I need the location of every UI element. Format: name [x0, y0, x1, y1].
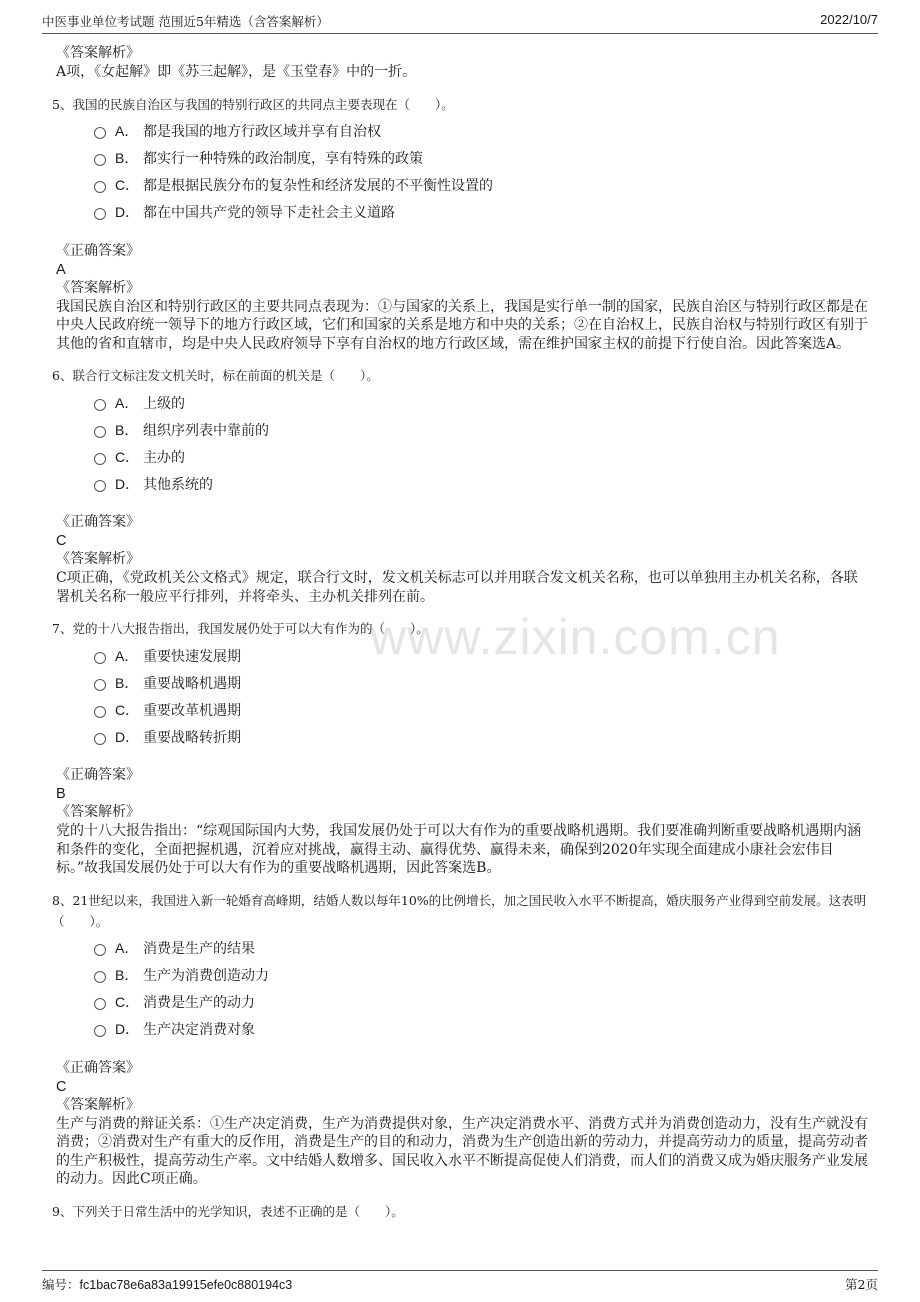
option-letter: C． — [115, 177, 140, 193]
option-8b[interactable] — [56, 962, 870, 989]
option-letter: A． — [115, 647, 139, 664]
option-text: 生产决定消费对象 — [143, 1022, 255, 1038]
analysis-text: 党的十八大报告指出：“综观国际国内大势，我国发展仍处于可以大有作为的重要战略机遇期。我们要准确判断重要战略机遇期内涵和条件的变化，全面把握机遇，沉着应对挑战，赢得主动、赢得优势、赢得未来，确保到2020年实现全面建成小康社会宏伟目标。”故我国发展仍处于可以大有作为的重要战略机遇期，因此答案选B。 — [56, 823, 862, 876]
radio-icon[interactable] — [94, 679, 106, 691]
option-6d[interactable] — [56, 470, 870, 497]
option-8d[interactable] — [56, 1016, 870, 1043]
option-text: 生产为消费创造动力 — [143, 968, 269, 984]
option-letter: C． — [115, 701, 140, 718]
option-text: 都在中国共产党的领导下走社会主义道路 — [143, 205, 395, 221]
option-7b[interactable] — [56, 669, 870, 696]
option-letter: C． — [115, 994, 140, 1010]
correct-answer: A — [56, 261, 66, 278]
option-text: 重要改革机遇期 — [143, 702, 241, 719]
option-text: 都是根据民族分布的复杂性和经济发展的不平衡性设置的 — [143, 178, 493, 194]
document-code — [42, 1275, 292, 1293]
correct-answer: B — [56, 786, 66, 802]
radio-icon[interactable] — [94, 453, 106, 465]
option-letter: B． — [115, 421, 139, 438]
options-q8 — [56, 935, 870, 1043]
option-8c[interactable] — [56, 989, 870, 1016]
radio-icon[interactable] — [94, 208, 106, 220]
option-text: 组织序列表中靠前的 — [143, 422, 269, 439]
document-content — [52, 44, 870, 1222]
radio-icon[interactable] — [94, 399, 106, 411]
option-6b[interactable] — [56, 416, 870, 443]
analysis-text: 我国民族自治区和特别行政区的主要共同点表现为：①与国家的关系上，我国是实行单一制的国家，民族自治区与特别行政区都是在中央人民政府统一领导下的地方行政区域，它们和国家的关系是地方和中央的关系；②在自治权上，民族自治权与特别行政区有别于其他的省和直辖市，均是中央人民政府领导下享有自治权的地方行政区域，需在维护国家主权的前提下行使自治。因此答案选A。 — [56, 298, 868, 352]
option-letter: B． — [115, 674, 139, 691]
option-7c[interactable] — [56, 696, 870, 723]
analysis-text: A项，《女起解》即《苏三起解》，是《玉堂春》中的一折。 — [56, 64, 417, 80]
page-header — [42, 12, 878, 34]
option-5b[interactable] — [56, 145, 870, 172]
option-7a[interactable] — [56, 642, 870, 669]
radio-icon[interactable] — [94, 480, 106, 492]
correct-answer-label: 《正确答案》 — [56, 514, 140, 530]
option-letter: A． — [115, 123, 139, 139]
question-6: 6、联合行文标注发文机关时，标在前面的机关是（ ）。 — [52, 368, 379, 383]
option-letter: C． — [115, 448, 140, 465]
option-8a[interactable] — [56, 935, 870, 962]
analysis-label: 《答案解析》 — [56, 551, 140, 567]
option-6c[interactable] — [56, 443, 870, 470]
option-text: 重要快速发展期 — [143, 648, 241, 665]
option-6a[interactable] — [56, 389, 870, 416]
header-date: 2022/10/7 — [820, 12, 878, 27]
option-letter: B． — [115, 150, 139, 166]
option-text: 其他系统的 — [143, 476, 213, 493]
correct-answer-label: 《正确答案》 — [56, 242, 140, 259]
options-q6 — [56, 389, 870, 497]
correct-answer: C — [56, 533, 67, 549]
question-8: 8、21世纪以来，我国进入新一轮婚育高峰期，结婚人数以每年10%的比例增长，加之国民收入水平不断提高，婚庆服务产业得到空前发展。这表明（ ）。 — [52, 892, 867, 929]
option-5d[interactable] — [56, 199, 870, 226]
option-text: 重要战略机遇期 — [143, 675, 241, 692]
options-q5 — [56, 118, 870, 226]
radio-icon[interactable] — [94, 426, 106, 438]
code-label: 编号： — [42, 1277, 80, 1292]
analysis-label: 《答案解析》 — [56, 804, 140, 820]
option-letter: D． — [115, 1021, 140, 1037]
code-value: fc1bac78e6a83a19915efe0c880194c3 — [79, 1278, 293, 1292]
analysis-label: 《答案解析》 — [56, 1096, 140, 1113]
radio-icon[interactable] — [94, 652, 106, 664]
question-5: 5、我国的民族自治区与我国的特别行政区的共同点主要表现在（ ）。 — [52, 96, 454, 112]
radio-icon[interactable] — [94, 971, 106, 983]
radio-icon[interactable] — [94, 1025, 106, 1037]
question-7: 7、党的十八大报告指出，我国发展仍处于可以大有作为的（ ）。 — [52, 621, 429, 636]
option-7d[interactable] — [56, 723, 870, 750]
correct-answer-label: 《正确答案》 — [56, 1059, 140, 1076]
option-text: 消费是生产的结果 — [143, 941, 255, 957]
option-text: 重要战略转折期 — [143, 729, 241, 746]
option-text: 消费是生产的动力 — [143, 995, 255, 1011]
analysis-label: 《答案解析》 — [56, 45, 140, 61]
watermark: www.zixin.com.cn — [370, 609, 781, 665]
analysis-label: 《答案解析》 — [56, 279, 140, 296]
option-5c[interactable] — [56, 172, 870, 199]
radio-icon[interactable] — [94, 127, 106, 139]
radio-icon[interactable] — [94, 998, 106, 1010]
page-number: 第2页 — [845, 1277, 878, 1292]
radio-icon[interactable] — [94, 944, 106, 956]
option-letter: D． — [115, 475, 140, 492]
option-letter: A． — [115, 394, 139, 411]
option-text: 上级的 — [143, 395, 185, 412]
option-text: 都是我国的地方行政区域并享有自治权 — [143, 124, 381, 140]
option-text: 都实行一种特殊的政治制度，享有特殊的政策 — [143, 151, 423, 167]
question-9: 9、下列关于日常生活中的光学知识，表述不正确的是（ ）。 — [52, 1203, 404, 1219]
radio-icon[interactable] — [94, 181, 106, 193]
radio-icon[interactable] — [94, 706, 106, 718]
radio-icon[interactable] — [94, 733, 106, 745]
analysis-text: 生产与消费的辩证关系：①生产决定消费，生产为消费提供对象，生产决定消费水平、消费方式并为消费创造动力，没有生产就没有消费；②消费对生产有重大的反作用，消费是生产的目的和动力，消费为生产创造出新的劳动力，并提高劳动力的质量，提高劳动者的生产积极性，提高劳动生产率。文中结婚人数增多、国民收入水平不断提高促使人们消费，而人们的消费又成为婚庆服务产业发展的动力。因此C项正确。 — [56, 1115, 868, 1187]
option-letter: D． — [115, 728, 140, 745]
analysis-text: C项正确，《党政机关公文格式》规定，联合行文时，发文机关标志可以并用联合发文机关名称，也可以单独用主办机关名称，各联署机关名称一般应平行排列，并将牵头、主办机关排列在前。 — [56, 570, 858, 605]
option-letter: A． — [115, 940, 139, 956]
options-q7 — [56, 642, 870, 750]
radio-icon[interactable] — [94, 154, 106, 166]
option-letter: B． — [115, 967, 139, 983]
option-letter: D． — [115, 204, 140, 220]
option-text: 主办的 — [143, 449, 185, 466]
header-title: 中医事业单位考试题 范围近5年精选（含答案解析） — [42, 14, 329, 29]
page-footer — [42, 1270, 878, 1294]
option-5a[interactable] — [56, 118, 870, 145]
correct-answer-label: 《正确答案》 — [56, 767, 140, 783]
correct-answer: C — [56, 1078, 67, 1095]
